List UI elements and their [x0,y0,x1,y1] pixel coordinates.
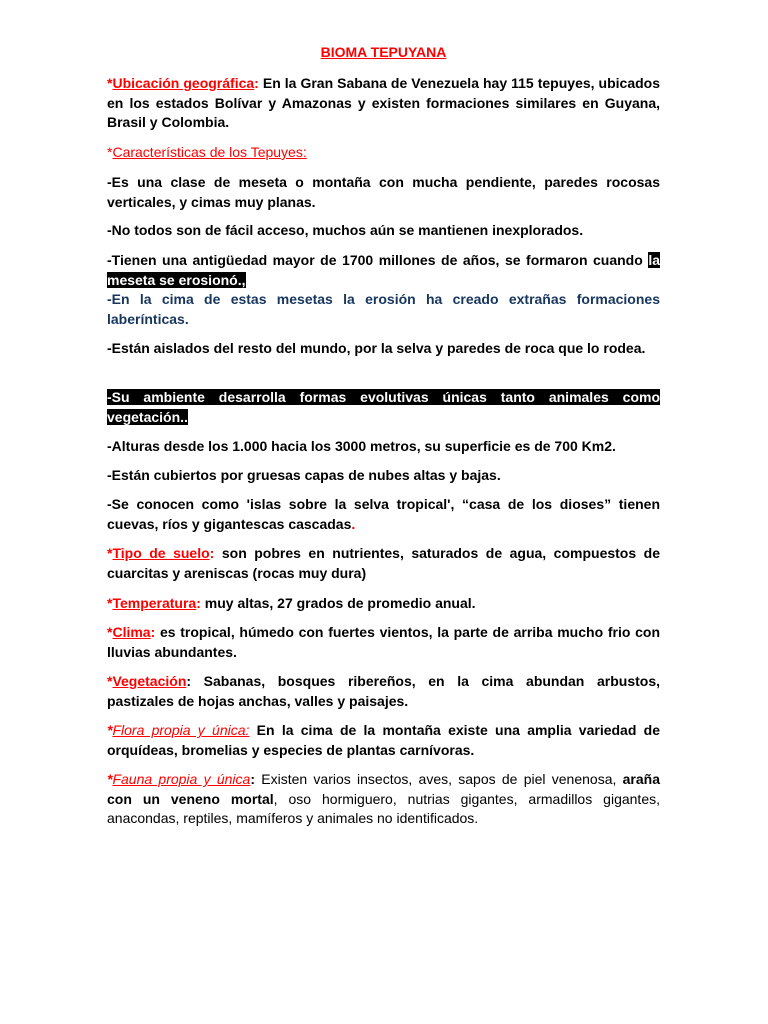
item-erosion: -En la cima de estas mesetas la erosión ha creado extrañas formaciones laberínticas. [107,291,660,327]
ubicacion-colon: : [254,75,259,91]
item-alturas: -Alturas desde los 1.000 hacia los 3000 metros, su superficie es de 700 Km2. [107,438,616,454]
antiguedad-text: -Tienen una antigüedad mayor de 1700 millones de años, se formaron cuando [107,252,649,268]
ubicacion-text: En la Gran Sabana de Venezuela hay 115 tepuyes, ubicados en los estados Bolívar y Amazonas y existen formaciones similares en Guyana, Brasil y Colombia. [107,75,660,130]
flora-star: * [107,722,113,738]
temperatura-text: muy altas, 27 grados de promedio anual. [200,595,476,611]
item-islas [107,495,660,534]
fauna-paragraph [107,770,660,829]
fauna-label: Fauna propia y única [112,771,251,787]
fauna-text-b: , oso hormiguero, nutrias gigantes, armadillos gigantes, anacondas, reptiles, mamíferos y animales no identificados. [107,790,660,826]
vegetacion-star: * [107,673,113,689]
ambiente-highlight: -Su ambiente desarrolla formas evolutivas únicas tanto animales como vegetación.. [107,389,660,425]
vegetacion-colon: : [186,673,192,689]
suelo-paragraph [107,544,660,583]
suelo-label: Tipo de suelo [112,545,210,561]
caracteristicas-heading [107,143,660,163]
item-acceso: -No todos son de fácil acceso, muchos aún se mantienen inexplorados. [107,222,584,238]
item-nubes: -Están cubiertos por gruesas capas de nubes altas y bajas. [107,467,501,483]
ubicacion-paragraph [107,74,660,133]
temperatura-paragraph [107,594,660,614]
clima-text: es tropical, húmedo con fuertes vientos, la parte de arriba mucho frio con lluvias abundantes. [107,624,660,660]
temperatura-colon: : [196,595,201,611]
ubicacion-star: * [107,75,113,91]
vegetacion-text: Sabanas, bosques ribereños, en la cima abundan arbustos, pastizales de hojas anchas, valles y paisajes. [107,673,660,709]
caracteristicas-star: * [107,144,113,160]
item-meseta: -Es una clase de meseta o montaña con mucha pendiente, paredes rocosas verticales, y cimas muy planas. [107,174,660,210]
flora-label: Flora propia y única: [112,722,250,738]
item-aislados: -Están aislados del resto del mundo, por la selva y paredes de roca que lo rodea. [107,340,646,356]
page-title: BIOMA TEPUYANA [320,44,447,60]
suelo-star: * [107,545,113,561]
vegetacion-paragraph [107,672,660,711]
clima-star: * [107,624,113,640]
fauna-colon: : [250,771,255,787]
temperatura-label: Temperatura [112,595,197,611]
clima-colon: : [150,624,156,640]
item-ambiente [107,388,660,427]
fauna-text-bold: araña con un veneno mortal [107,771,660,807]
fauna-star: * [107,771,113,787]
temperatura-star: * [107,595,113,611]
antiguedad-highlight: la meseta se erosionó., [107,252,660,288]
islas-dot: . [351,515,356,532]
islas-text: -Se conocen como 'islas sobre la selva tropical', “casa de los dioses” tienen cuevas, ríos y gigantescas cascadas [107,496,660,532]
suelo-colon: : [209,545,215,561]
ubicacion-label: Ubicación geográfica [112,75,255,91]
clima-paragraph [107,623,660,662]
item-antiguedad [107,251,660,290]
flora-text: En la cima de la montaña existe una amplia variedad de orquídeas, bromelias y especies de plantas carnívoras. [107,722,660,758]
vegetacion-label: Vegetación [112,673,187,689]
clima-label: Clima [112,624,151,640]
suelo-text: son pobres en nutrientes, saturados de agua, compuestos de cuarcitas y areniscas (rocas muy dura) [107,545,660,581]
fauna-text-a: Existen varios insectos, aves, sapos de piel venenosa, [255,771,623,787]
caracteristicas-label: Características de los Tepuyes: [112,144,307,160]
flora-paragraph [107,721,660,760]
